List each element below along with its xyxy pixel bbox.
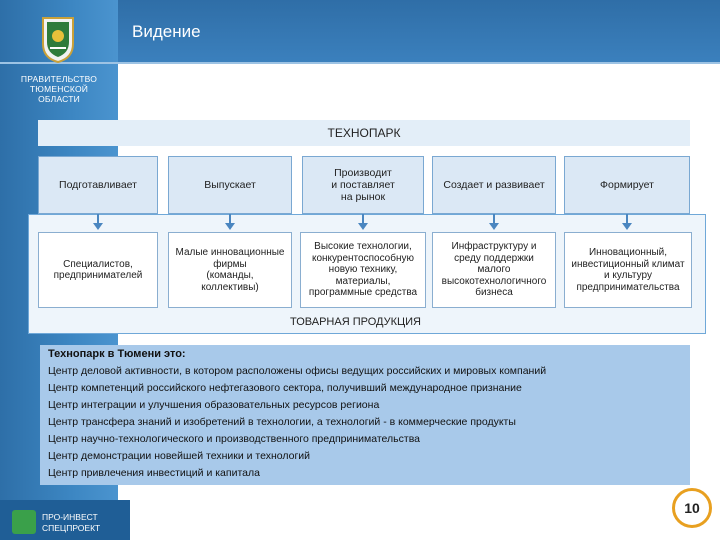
technopark-title: ТЕХНОПАРК: [38, 120, 690, 146]
info-line: Центр привлечения инвестиций и капитала: [48, 467, 260, 479]
info-line: Центр деловой активности, в котором расположены офисы ведущих российских и мировых компаний: [48, 365, 547, 377]
action-box-5: Формирует: [564, 156, 690, 214]
arrow-down: [362, 214, 364, 224]
result-box-4: Инфраструктуру и среду поддержки малого высокотехнологичного бизнеса: [432, 232, 556, 308]
result-box-1: Специалистов, предпринимателей: [38, 232, 158, 308]
info-line: Центр компетенций российского нефтегазового сектора, получивший международное признание: [48, 382, 522, 394]
pro-invest-logo-icon: [12, 510, 36, 534]
page-number: 10: [672, 488, 712, 528]
header-bar: [118, 0, 720, 62]
action-box-3: Производит и поставляет на рынок: [302, 156, 424, 214]
result-box-3: Высокие технологии, конкурентоспособную новую технику, материалы, программные средства: [300, 232, 426, 308]
result-box-5: Инновационный, инвестиционный климат и культуру предпринимательства: [564, 232, 692, 308]
arrow-down: [97, 214, 99, 224]
arrow-down: [493, 214, 495, 224]
result-box-2: Малые инновационные фирмы (команды, коллективы): [168, 232, 292, 308]
info-line: Центр интеграции и улучшения образовательных ресурсов региона: [48, 399, 380, 411]
org-label: ПРАВИТЕЛЬСТВО ТЮМЕНСКОЙ ОБЛАСТИ: [20, 74, 98, 104]
info-line: Центр научно-технологического и производственного предпринимательства: [48, 433, 421, 445]
action-box-4: Создает и развивает: [432, 156, 556, 214]
info-line: Центр трансфера знаний и изобретений в технологии, а технологий - в коммерческие продукты: [48, 416, 516, 428]
footer-logo-text: ПРО-ИНВЕСТ СПЕЦПРОЕКТ: [42, 512, 101, 533]
action-box-1: Подготавливает: [38, 156, 158, 214]
action-box-2: Выпускает: [168, 156, 292, 214]
page-title: Видение: [132, 22, 201, 41]
coat-of-arms-icon: [38, 14, 78, 64]
arrow-down: [229, 214, 231, 224]
group-label: ТОВАРНАЯ ПРОДУКЦИЯ: [290, 316, 421, 328]
arrow-down: [626, 214, 628, 224]
info-line: Центр демонстрации новейшей техники и технологий: [48, 450, 311, 462]
info-title: Технопарк в Тюмени это:: [48, 348, 186, 360]
